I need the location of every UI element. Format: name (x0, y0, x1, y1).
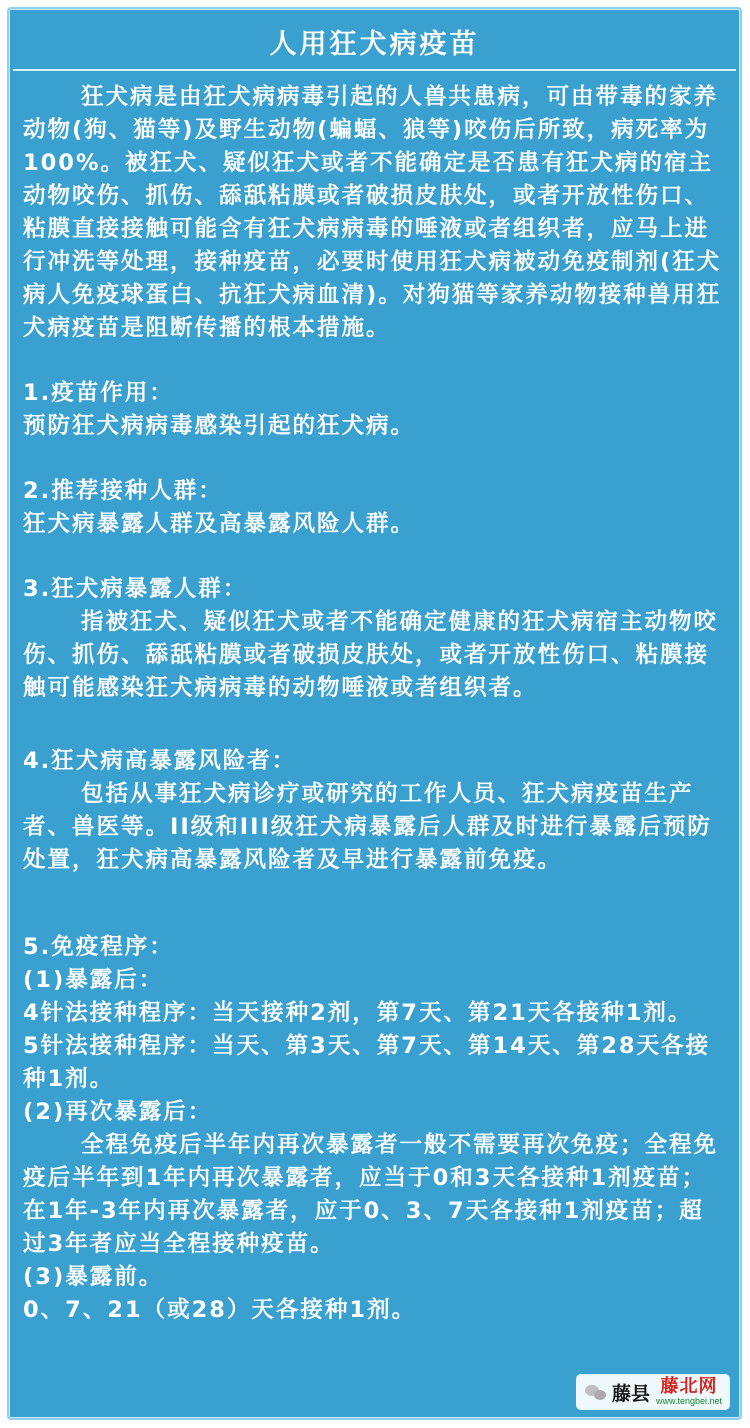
spacer (23, 705, 728, 745)
section-2-text: 狂犬病暴露人群及高暴露风险人群。 (23, 511, 416, 537)
spacer (23, 541, 728, 573)
wechat-icon (584, 1383, 606, 1401)
section-3-text: 指被狂犬、疑似狂犬或者不能确定健康的狂犬病宿主动物咬伤、抓伤、舔舐粘膜或者破损皮肤处，或者开放性伤口、粘膜接触可能感染狂犬病病毒的动物唾液或者组织者。 (23, 609, 719, 701)
title-bar (13, 13, 736, 71)
section-5-sub-3-heading: (3)暴露前。 (23, 1264, 164, 1290)
section-5-sub-2-text: 全程免疫后半年内再次暴露者一般不需要再次免疫；全程免疫后半年到1年内再次暴露者，应当于0和3天各接种1剂疫苗；在1年-3年内再次暴露者，应于0、3、7天各接种1剂疫苗；超过3年者应当全程接种疫苗。 (23, 1132, 719, 1257)
intro-paragraph: 狂犬病是由狂犬病病毒引起的人兽共患病，可由带毒的家养动物(狗、猫等)及野生动物(蝙蝠、狼等)咬伤后所致，病死率为100%。被狂犬、疑似狂犬或者不能确定是否患有狂犬病的宿主动物咬伤、抓伤、舔舐粘膜或者破损皮肤处，或者开放性伤口、粘膜直接接触可能含有狂犬病病毒的唾液或者组织者，应马上进行冲洗等处理，接种疫苗，必要时使用狂犬病被动免疫制剂(狂犬病人免疫球蛋白、抗狂犬病血清)。对狗猫等家养动物接种兽用狂犬病疫苗是阻断传播的根本措施。 (23, 84, 722, 341)
section-5-sub-1-line-2: 5针法接种程序：当天、第3天、第7天、第14天、第28天各接种1剂。 (23, 1033, 711, 1092)
spacer (23, 877, 728, 931)
spacer (23, 345, 728, 377)
section-4-heading: 4.狂犬病高暴露风险者： (23, 748, 297, 774)
document-card (7, 7, 742, 1420)
site-logo (656, 1378, 722, 1406)
page-title: 人用狂犬病疫苗 (269, 28, 480, 60)
watermark (576, 1374, 730, 1410)
document-content (23, 81, 728, 1327)
section-1-text: 预防狂犬病病毒感染引起的狂犬病。 (23, 413, 416, 439)
section-4-text: 包括从事狂犬病诊疗或研究的工作人员、狂犬病疫苗生产者、兽医等。II级和III级狂犬病暴露后人群及时进行暴露后预防处置，狂犬病高暴露风险者及早进行暴露前免疫。 (23, 781, 712, 873)
section-5-sub-1-heading: (1)暴露后： (23, 967, 164, 993)
section-3-heading: 3.狂犬病暴露人群： (23, 576, 248, 602)
section-5-sub-3-text: 0、7、21（或28）天各接种1剂。 (23, 1297, 417, 1323)
spacer (23, 443, 728, 475)
section-5-heading: 5.免疫程序： (23, 934, 174, 960)
site-logo-main: 藤北网 (660, 1376, 718, 1397)
section-5-sub-2-heading: (2)再次暴露后： (23, 1099, 213, 1125)
watermark-text: 藤县 (611, 1382, 650, 1405)
section-5-sub-1-line-1: 4针法接种程序：当天接种2剂，第7天、第21天各接种1剂。 (23, 1000, 693, 1026)
section-2-heading: 2.推荐接种人群： (23, 478, 223, 504)
site-logo-url: www.tengbei.net (655, 1396, 722, 1406)
section-1-heading: 1.疫苗作用： (23, 380, 174, 406)
